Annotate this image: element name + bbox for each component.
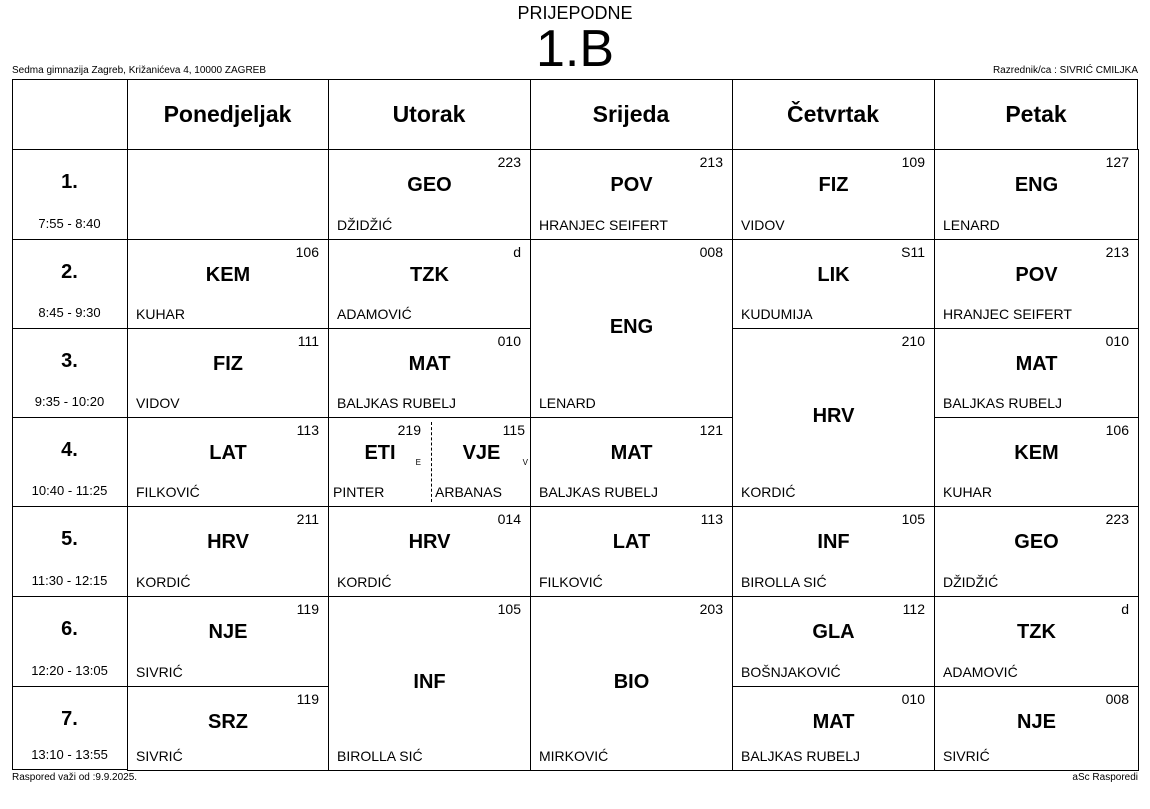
teacher-name: KORDIĆ bbox=[741, 484, 796, 500]
day-header: Petak bbox=[1005, 100, 1067, 127]
subject-code: POV bbox=[1015, 264, 1058, 286]
period-time: 8:45 - 9:30 bbox=[38, 305, 101, 320]
lesson-cell[interactable] bbox=[732, 239, 935, 329]
teacher-name: SIVRIĆ bbox=[136, 748, 183, 764]
room-number: 010 bbox=[497, 333, 521, 349]
lesson-cell[interactable] bbox=[934, 239, 1139, 329]
subject-code: HRV bbox=[408, 531, 451, 553]
teacher-name: ADAMOVIĆ bbox=[943, 664, 1018, 680]
period-cell bbox=[12, 596, 127, 686]
teacher-name: KORDIĆ bbox=[337, 574, 392, 590]
teacher-name: PINTER bbox=[333, 484, 385, 500]
lesson-cell[interactable] bbox=[127, 239, 329, 329]
lesson-cell[interactable] bbox=[328, 149, 531, 240]
subject-code: TZK bbox=[410, 264, 449, 286]
day-header: Ponedjeljak bbox=[163, 100, 292, 127]
room-number: 014 bbox=[497, 511, 521, 527]
subject-code: KEM bbox=[205, 264, 251, 286]
teacher-name: ADAMOVIĆ bbox=[337, 306, 412, 322]
room-number: d bbox=[513, 244, 521, 260]
subject-code: FIZ bbox=[818, 174, 849, 196]
subject-code: NJE bbox=[1017, 711, 1056, 733]
teacher-name: LENARD bbox=[943, 217, 1000, 233]
school-address: Sedma gimnazija Zagreb, Križanićeva 4, 10000 ZAGREB bbox=[12, 65, 267, 76]
subject-code: TZK bbox=[1017, 621, 1056, 643]
lesson-cell[interactable] bbox=[732, 596, 935, 687]
teacher-name: BALJKAS RUBELJ bbox=[337, 395, 457, 411]
room-number: 223 bbox=[497, 154, 521, 170]
period-time: 7:55 - 8:40 bbox=[38, 216, 101, 231]
class-title: 1.B bbox=[535, 20, 615, 78]
teacher-name: KUHAR bbox=[136, 306, 186, 322]
teacher-name: SIVRIĆ bbox=[136, 664, 183, 680]
subject-code: ENG bbox=[1014, 174, 1059, 196]
teacher-name: SIVRIĆ bbox=[943, 748, 990, 764]
group-slot[interactable] bbox=[431, 418, 532, 506]
room-number: 127 bbox=[1105, 154, 1129, 170]
lesson-cell[interactable] bbox=[530, 149, 733, 240]
subject-code: MAT bbox=[1015, 353, 1058, 375]
period-cell bbox=[12, 686, 127, 770]
subject-code: GEO bbox=[1014, 531, 1059, 553]
subject-code: HRV bbox=[812, 405, 855, 427]
subject-code: INF bbox=[817, 531, 850, 553]
teacher-name: VIDOV bbox=[136, 395, 180, 411]
period-time: 11:30 - 12:15 bbox=[31, 573, 108, 588]
subject-code: POV bbox=[610, 174, 653, 196]
lesson-cell[interactable] bbox=[934, 596, 1139, 687]
day-header: Četvrtak bbox=[786, 100, 880, 127]
subject-code: GLA bbox=[812, 621, 855, 643]
subject-code: VJE bbox=[462, 442, 501, 464]
subject-code: KEM bbox=[1014, 442, 1059, 464]
lesson-cell[interactable] bbox=[127, 417, 329, 507]
period-time: 12:20 - 13:05 bbox=[31, 663, 108, 678]
subject-code: LIK bbox=[817, 264, 850, 286]
lesson-cell[interactable] bbox=[732, 686, 935, 771]
period-number: 5. bbox=[61, 528, 78, 550]
room-number: 219 bbox=[397, 422, 421, 438]
period-cell bbox=[12, 506, 127, 596]
lesson-cell[interactable] bbox=[127, 506, 329, 597]
lesson-cell[interactable] bbox=[530, 506, 733, 597]
room-number: 119 bbox=[296, 601, 319, 617]
lesson-cell[interactable] bbox=[934, 417, 1139, 507]
teacher-name: LENARD bbox=[539, 395, 596, 411]
room-number: 203 bbox=[699, 601, 723, 617]
day-header: Srijeda bbox=[592, 100, 670, 127]
teacher-name: KORDIĆ bbox=[136, 574, 191, 590]
valid-from-note: Raspored važi od :9.9.2025. bbox=[12, 772, 138, 783]
room-number: S11 bbox=[901, 244, 925, 260]
teacher-name: BIROLLA SIĆ bbox=[741, 574, 827, 590]
lesson-cell[interactable] bbox=[127, 686, 329, 771]
teacher-name: VIDOV bbox=[741, 217, 785, 233]
lesson-cell[interactable] bbox=[732, 506, 935, 597]
period-cell bbox=[12, 149, 127, 239]
period-cell bbox=[12, 417, 127, 506]
teacher-name: ARBANAS bbox=[435, 484, 502, 500]
teacher-name: FILKOVIĆ bbox=[136, 484, 200, 500]
lesson-cell[interactable] bbox=[328, 328, 531, 418]
teacher-name: DŽIDŽIĆ bbox=[337, 217, 393, 233]
teacher-name: DŽIDŽIĆ bbox=[943, 574, 999, 590]
room-number: 223 bbox=[1105, 511, 1129, 527]
split-lesson-cell[interactable] bbox=[328, 417, 531, 507]
room-number: d bbox=[1121, 601, 1129, 617]
subject-code: GEO bbox=[407, 174, 452, 196]
timetable-grid bbox=[12, 79, 1138, 770]
group-slot[interactable] bbox=[329, 418, 431, 506]
lesson-cell[interactable] bbox=[732, 149, 935, 240]
room-number: 213 bbox=[1105, 244, 1129, 260]
session-label: PRIJEPODNE bbox=[517, 3, 633, 23]
lesson-cell[interactable] bbox=[530, 239, 733, 418]
room-number: 105 bbox=[497, 601, 521, 617]
teacher-name: BIROLLA SIĆ bbox=[337, 748, 423, 764]
lesson-cell[interactable] bbox=[530, 596, 733, 771]
teacher-name: BALJKAS RUBELJ bbox=[741, 748, 861, 764]
period-time: 13:10 - 13:55 bbox=[31, 747, 108, 762]
software-credit: aSc Rasporedi bbox=[1072, 772, 1138, 783]
period-number: 2. bbox=[61, 261, 78, 283]
group-label: V bbox=[522, 458, 528, 467]
room-number: 211 bbox=[296, 511, 319, 527]
period-cell bbox=[12, 239, 127, 328]
room-number: 113 bbox=[296, 422, 319, 438]
lesson-cell[interactable] bbox=[328, 596, 531, 771]
room-number: 008 bbox=[1105, 691, 1129, 707]
subject-code: LAT bbox=[209, 442, 247, 464]
subject-code: ENG bbox=[609, 316, 654, 338]
room-number: 121 bbox=[699, 422, 723, 438]
subject-code: NJE bbox=[208, 621, 248, 643]
room-number: 111 bbox=[297, 333, 319, 349]
subject-code: MAT bbox=[408, 353, 451, 375]
subject-code: INF bbox=[413, 671, 446, 693]
room-number: 113 bbox=[700, 511, 723, 527]
period-time: 9:35 - 10:20 bbox=[34, 394, 105, 409]
period-number: 6. bbox=[61, 618, 78, 640]
teacher-name: HRANJEC SEIFERT bbox=[539, 217, 668, 233]
lesson-cell[interactable] bbox=[732, 328, 935, 507]
period-cell bbox=[12, 328, 127, 417]
period-number: 3. bbox=[61, 350, 78, 372]
day-header: Utorak bbox=[392, 100, 466, 127]
room-number: 213 bbox=[699, 154, 723, 170]
room-number: 008 bbox=[699, 244, 723, 260]
teacher-name: HRANJEC SEIFERT bbox=[943, 306, 1072, 322]
teacher-name: FILKOVIĆ bbox=[539, 574, 603, 590]
teacher-name: KUDUMIJA bbox=[741, 306, 813, 322]
subject-code: SRZ bbox=[208, 711, 248, 733]
lesson-cell[interactable] bbox=[328, 506, 531, 597]
subject-code: LAT bbox=[612, 531, 651, 553]
teacher-name: BOŠNJAKOVIĆ bbox=[741, 664, 841, 680]
room-number: 115 bbox=[502, 422, 525, 438]
room-number: 112 bbox=[902, 601, 925, 617]
room-number: 119 bbox=[296, 691, 319, 707]
room-number: 010 bbox=[1105, 333, 1129, 349]
subject-code: BIO bbox=[613, 671, 650, 693]
lesson-cell[interactable] bbox=[934, 328, 1139, 418]
period-time: 10:40 - 11:25 bbox=[31, 483, 108, 498]
subject-code: MAT bbox=[812, 711, 855, 733]
lesson-cell[interactable] bbox=[934, 506, 1139, 597]
room-number: 109 bbox=[901, 154, 925, 170]
subject-code: FIZ bbox=[213, 353, 243, 375]
subject-code: HRV bbox=[207, 531, 249, 553]
period-number: 1. bbox=[61, 171, 78, 193]
room-number: 106 bbox=[295, 244, 319, 260]
teacher-name: MIRKOVIĆ bbox=[539, 748, 609, 764]
lesson-cell[interactable] bbox=[934, 149, 1139, 240]
lesson-cell[interactable] bbox=[127, 596, 329, 687]
room-number: 010 bbox=[901, 691, 925, 707]
subject-code: MAT bbox=[610, 442, 653, 464]
room-number: 105 bbox=[901, 511, 925, 527]
subject-code: ETI bbox=[364, 442, 396, 464]
group-label: E bbox=[415, 458, 421, 467]
lesson-cell[interactable] bbox=[934, 686, 1139, 771]
lesson-cell[interactable] bbox=[328, 239, 531, 329]
period-number: 7. bbox=[61, 708, 78, 730]
room-number: 210 bbox=[901, 333, 925, 349]
lesson-cell[interactable] bbox=[530, 417, 733, 507]
period-number: 4. bbox=[61, 439, 78, 461]
lesson-cell[interactable] bbox=[127, 328, 329, 418]
room-number: 106 bbox=[1105, 422, 1129, 438]
teacher-name: BALJKAS RUBELJ bbox=[539, 484, 659, 500]
class-teacher: Razrednik/ca : SIVRIĆ CMILJKA bbox=[992, 65, 1138, 76]
teacher-name: KUHAR bbox=[943, 484, 993, 500]
teacher-name: BALJKAS RUBELJ bbox=[943, 395, 1063, 411]
